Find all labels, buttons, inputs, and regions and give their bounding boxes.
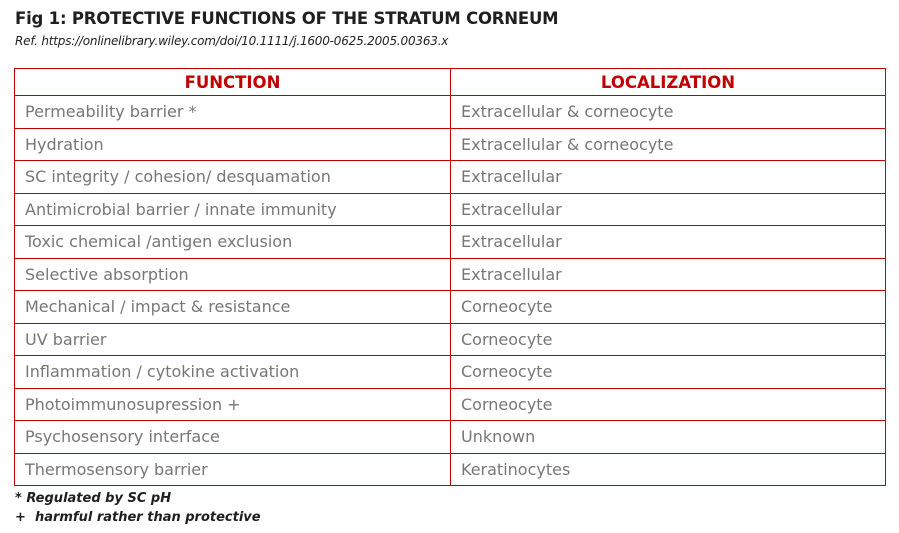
localization-cell: Extracellular bbox=[451, 193, 886, 226]
figure-title: Fig 1: PROTECTIVE FUNCTIONS OF THE STRATUM CORNEUM bbox=[15, 9, 559, 28]
localization-cell: Extracellular bbox=[451, 226, 886, 259]
function-cell: UV barrier bbox=[15, 323, 451, 356]
localization-cell: Extracellular bbox=[451, 258, 886, 291]
table-row bbox=[15, 323, 886, 356]
localization-cell: Extracellular & corneocyte bbox=[451, 96, 886, 129]
function-cell: Antimicrobial barrier / innate immunity bbox=[15, 193, 451, 226]
table-row bbox=[15, 291, 886, 324]
function-cell: SC integrity / cohesion/ desquamation bbox=[15, 161, 451, 194]
table-header-row bbox=[15, 69, 886, 96]
table-row bbox=[15, 388, 886, 421]
function-cell: Permeability barrier * bbox=[15, 96, 451, 129]
header-localization: LOCALIZATION bbox=[451, 69, 886, 96]
function-cell: Inflammation / cytokine activation bbox=[15, 356, 451, 389]
functions-table bbox=[14, 68, 886, 486]
function-cell: Psychosensory interface bbox=[15, 421, 451, 454]
localization-cell: Unknown bbox=[451, 421, 886, 454]
localization-cell: Corneocyte bbox=[451, 323, 886, 356]
footnote: + harmful rather than protective bbox=[15, 510, 261, 525]
table-row bbox=[15, 193, 886, 226]
table-row bbox=[15, 96, 886, 129]
table-row bbox=[15, 128, 886, 161]
table-row bbox=[15, 453, 886, 486]
localization-cell: Extracellular bbox=[451, 161, 886, 194]
localization-cell: Corneocyte bbox=[451, 388, 886, 421]
localization-cell: Keratinocytes bbox=[451, 453, 886, 486]
footnotes bbox=[15, 489, 261, 527]
footnote: * Regulated by SC pH bbox=[15, 491, 172, 506]
function-cell: Mechanical / impact & resistance bbox=[15, 291, 451, 324]
function-cell: Selective absorption bbox=[15, 258, 451, 291]
localization-cell: Extracellular & corneocyte bbox=[451, 128, 886, 161]
function-cell: Hydration bbox=[15, 128, 451, 161]
function-cell: Thermosensory barrier bbox=[15, 453, 451, 486]
localization-cell: Corneocyte bbox=[451, 356, 886, 389]
header-function: FUNCTION bbox=[15, 69, 451, 96]
table-row bbox=[15, 161, 886, 194]
table-row bbox=[15, 226, 886, 259]
table-row bbox=[15, 258, 886, 291]
reference-link: Ref. https://onlinelibrary.wiley.com/doi/10.1111/j.1600-0625.2005.00363.x bbox=[15, 34, 449, 48]
function-cell: Toxic chemical /antigen exclusion bbox=[15, 226, 451, 259]
table-row bbox=[15, 421, 886, 454]
function-cell: Photoimmunosupression + bbox=[15, 388, 451, 421]
localization-cell: Corneocyte bbox=[451, 291, 886, 324]
table-row bbox=[15, 356, 886, 389]
